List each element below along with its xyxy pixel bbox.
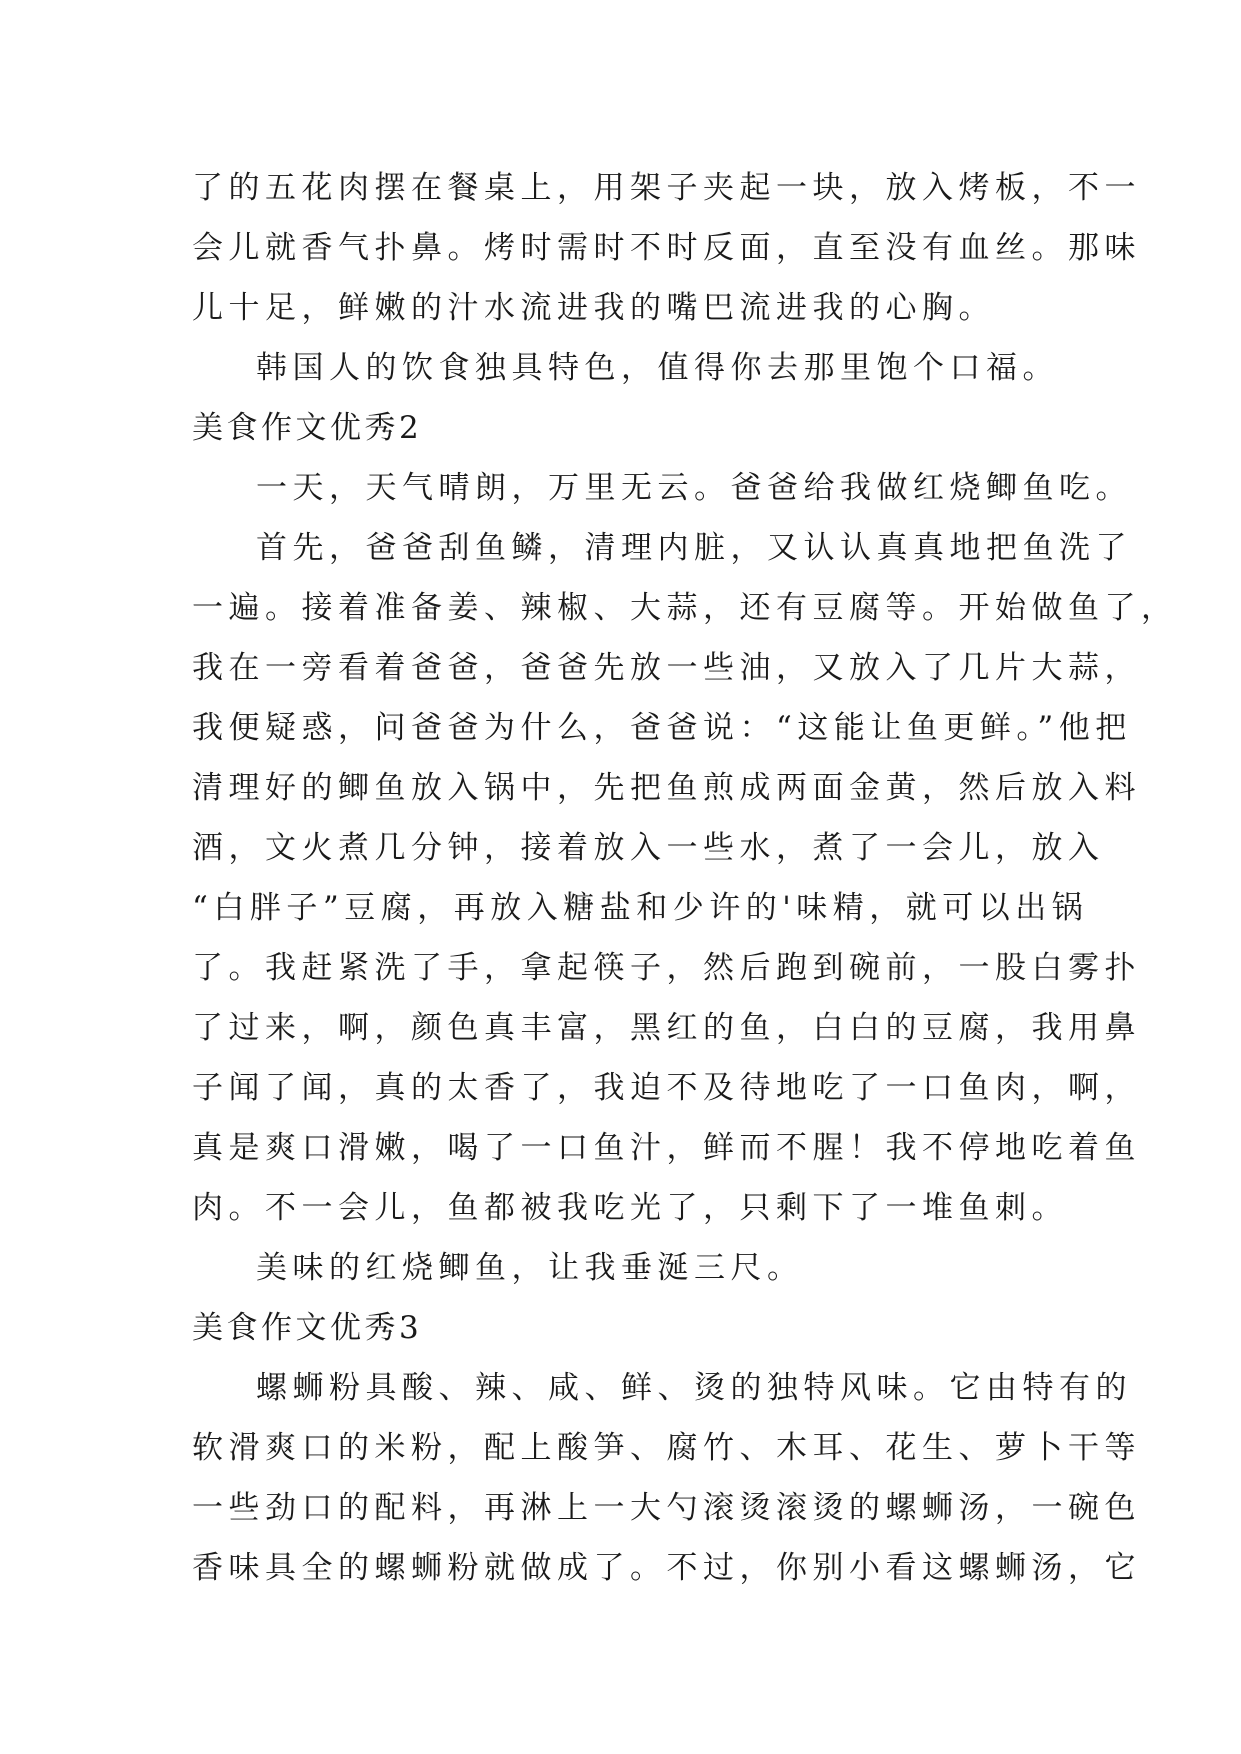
paragraph-line: 软滑爽口的米粉，配上酸笋、腐竹、木耳、花生、萝卜干等 xyxy=(192,1430,1141,1466)
paragraph-first-line: 螺蛳粉具酸、辣、咸、鲜、烫的独特风味。它由特有的 xyxy=(256,1370,1132,1406)
essay-text xyxy=(192,158,1178,1598)
paragraph-line: 了的五花肉摆在餐桌上，用架子夹起一块，放入烤板，不一 xyxy=(192,170,1141,206)
paragraph-line: 清理好的鲫鱼放入锅中，先把鱼煎成两面金黄，然后放入料 xyxy=(192,770,1141,806)
paragraph-first-line: 美味的红烧鲫鱼，让我垂涎三尺。 xyxy=(256,1250,804,1286)
paragraph-line: 子闻了闻，真的太香了，我迫不及待地吃了一口鱼肉，啊， xyxy=(192,1070,1141,1106)
paragraph-line: 香味具全的螺蛳粉就做成了。不过，你别小看这螺蛳汤，它 xyxy=(192,1550,1141,1586)
paragraph-line: 酒，文火煮几分钟，接着放入一些水，煮了一会儿，放入 xyxy=(192,830,1105,866)
paragraph-first-line: 韩国人的饮食独具特色，值得你去那里饱个口福。 xyxy=(256,350,1059,386)
paragraph-first-line: 一天，天气晴朗，万里无云。爸爸给我做红烧鲫鱼吃。 xyxy=(256,470,1132,506)
paragraph-line: 了。我赶紧洗了手，拿起筷子，然后跑到碗前，一股白雾扑 xyxy=(192,950,1141,986)
paragraph-line: 儿十足，鲜嫩的汁水流进我的嘴巴流进我的心胸。 xyxy=(192,290,995,326)
paragraph-line: 了过来，啊，颜色真丰富，黑红的鱼，白白的豆腐，我用鼻 xyxy=(192,1010,1141,1046)
section-heading: 美食作文优秀3 xyxy=(192,1310,423,1346)
paragraph-line: 一些劲口的配料，再淋上一大勺滚烫滚烫的螺蛳汤，一碗色 xyxy=(192,1490,1141,1526)
paragraph-line: 真是爽口滑嫩，喝了一口鱼汁，鲜而不腥！我不停地吃着鱼 xyxy=(192,1130,1141,1166)
paragraph-line: 一遍。接着准备姜、辣椒、大蒜，还有豆腐等。开始做鱼了， xyxy=(192,590,1178,626)
paragraph-line: 我便疑惑，问爸爸为什么，爸爸说：“这能让鱼更鲜。”他把 xyxy=(192,710,1132,746)
section-heading: 美食作文优秀2 xyxy=(192,410,423,446)
paragraph-line: 肉。不一会儿，鱼都被我吃光了，只剩下了一堆鱼刺。 xyxy=(192,1190,1068,1226)
paragraph-line: “白胖子”豆腐，再放入糖盐和少许的'味精，就可以出锅 xyxy=(192,890,1089,926)
paragraph-line: 我在一旁看着爸爸，爸爸先放一些油，又放入了几片大蒜， xyxy=(192,650,1141,686)
paragraph-first-line: 首先，爸爸刮鱼鳞，清理内脏，又认认真真地把鱼洗了 xyxy=(256,530,1132,566)
paragraph-line: 会儿就香气扑鼻。烤时需时不时反面，直至没有血丝。那味 xyxy=(192,230,1141,266)
